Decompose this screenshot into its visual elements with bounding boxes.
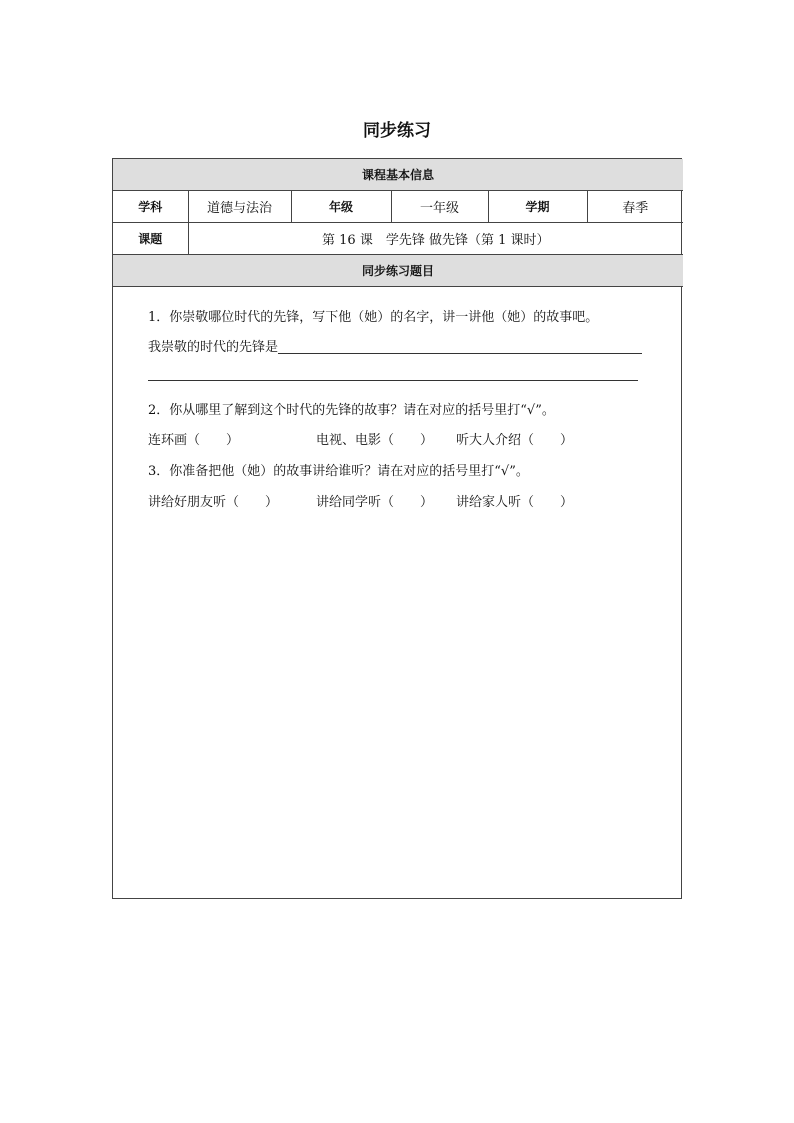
- grade-value: 一年级: [391, 191, 488, 223]
- option-tv-film[interactable]: 电视、电影（ ）: [316, 433, 434, 448]
- topic-label: 课题: [113, 223, 188, 255]
- subject-label: 学科: [113, 191, 188, 223]
- question-2: 2．你从哪里了解到这个时代的先锋的故事？请在对应的括号里打“√”。: [148, 403, 555, 418]
- worksheet: [112, 158, 682, 899]
- answer-blank-1[interactable]: [278, 339, 642, 354]
- option-adults[interactable]: 听大人介绍（ ）: [456, 433, 574, 448]
- course-info-header: 课程基本信息: [113, 159, 683, 191]
- page-title: 同步练习: [363, 121, 431, 141]
- course-info-table: [113, 159, 683, 287]
- term-label: 学期: [488, 191, 587, 223]
- option-comic[interactable]: 连环画（ ）: [148, 433, 240, 448]
- question-1-prompt: [148, 336, 642, 355]
- question-1: 1．你崇敬哪位时代的先锋，写下他（她）的名字，讲一讲他（她）的故事吧。: [148, 310, 599, 325]
- question-3-options: [148, 491, 573, 510]
- option-friends[interactable]: 讲给好朋友听（ ）: [148, 495, 279, 510]
- term-value: 春季: [587, 191, 683, 223]
- question-3: 3．你准备把他（她）的故事讲给谁听？请在对应的括号里打“√”。: [148, 464, 529, 479]
- option-family[interactable]: 讲给家人听（ ）: [456, 495, 574, 510]
- question-2-options: [148, 429, 573, 448]
- topic-value: 第 16 课 学先锋 做先锋（第 1 课时）: [188, 223, 683, 255]
- grade-label: 年级: [291, 191, 391, 223]
- exercise-header: 同步练习题目: [113, 255, 683, 287]
- question-1-prompt-text: 我崇敬的时代的先锋是: [148, 340, 279, 355]
- subject-value: 道德与法治: [188, 191, 291, 223]
- answer-line-2[interactable]: [148, 380, 638, 381]
- option-classmates[interactable]: 讲给同学听（ ）: [316, 495, 434, 510]
